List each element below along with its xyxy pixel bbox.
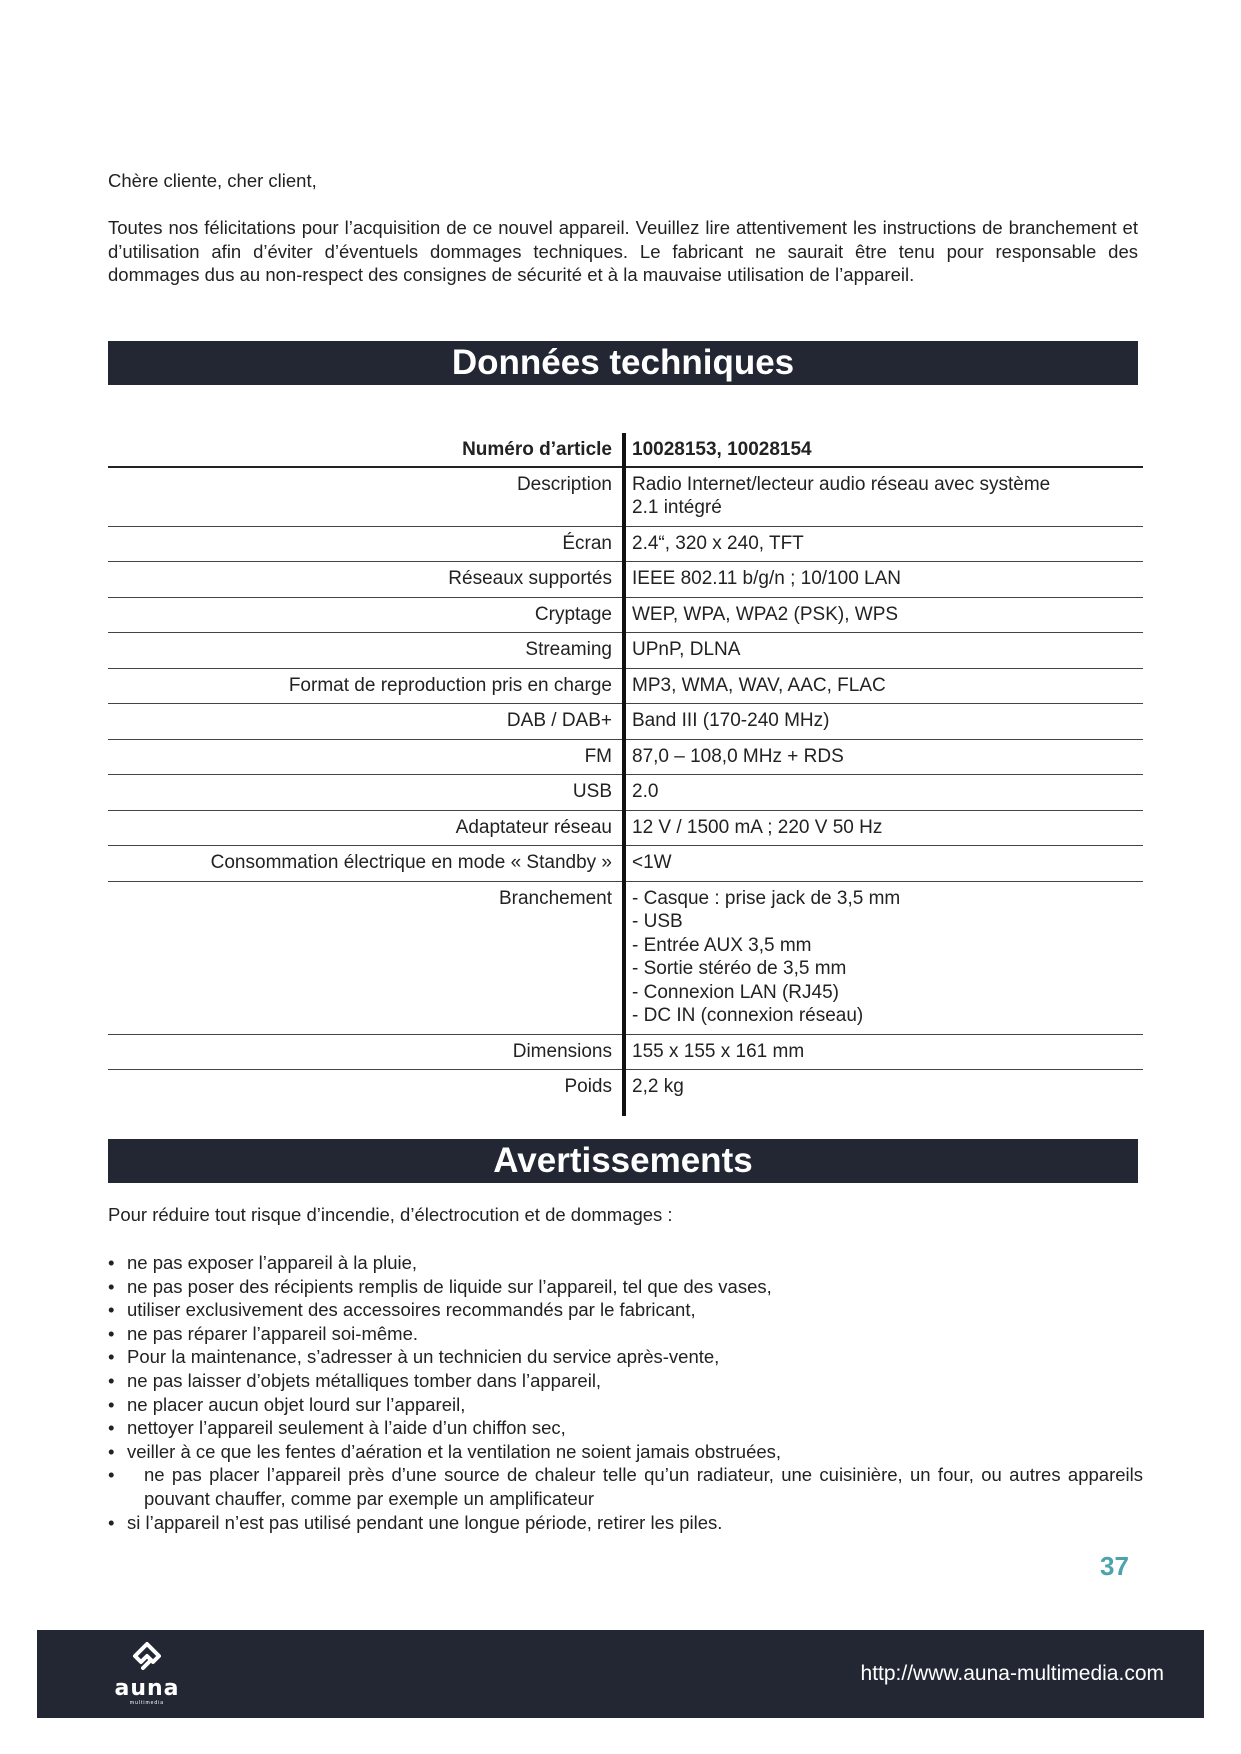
connection-list	[632, 887, 1143, 1028]
website-link[interactable]: http://www.auna-multimedia.com	[860, 1662, 1164, 1685]
warnings-list	[108, 1251, 1143, 1534]
spec-label: Branchement	[498, 887, 612, 909]
spec-value: Band III (170-240 MHz)	[632, 710, 830, 731]
greeting: Chère cliente, cher client,	[108, 170, 317, 191]
warning-item: • ne pas réparer l’appareil soi-même.	[108, 1322, 1143, 1346]
spec-label: USB	[572, 781, 612, 802]
page-number: 37	[1100, 1551, 1129, 1581]
spec-value: IEEE 802.11 b/g/n ; 10/100 LAN	[632, 568, 902, 589]
spec-label: Streaming	[525, 639, 612, 660]
warnings-intro: Pour réduire tout risque d’incendie, d’électrocution et de dommages :	[108, 1204, 673, 1225]
spec-label: FM	[584, 745, 612, 767]
spec-value: 2.0	[632, 781, 659, 802]
connection-item: - DC IN (connexion réseau)	[632, 1004, 1143, 1028]
warning-item: • si l’appareil n’est pas utilisé pendant une longue période, retirer les piles.	[108, 1511, 1143, 1535]
spec-label: Numéro d’article	[462, 439, 612, 460]
spec-value: 87,0 – 108,0 MHz + RDS	[632, 745, 844, 767]
spec-value: Radio Internet/lecteur audio réseau avec système 2.1 intégré	[632, 473, 1051, 518]
warning-item: • utiliser exclusivement des accessoires recommandés par le fabricant,	[108, 1298, 1143, 1322]
auna-logo	[107, 1640, 187, 1710]
spec-label: Écran	[562, 532, 612, 554]
section-title-warnings: Avertissements	[108, 1139, 1138, 1183]
spec-value: 12 V / 1500 mA ; 220 V 50 Hz	[632, 816, 883, 838]
intro-paragraph: Toutes nos félicitations pour l’acquisition de ce nouvel appareil. Veuillez lire attentivement les instructions de branchement et d’utilisation afin d’éviter d’éventuels dommages techniques. Le fabricant ne saurait être tenu pour responsable des dommages dus au non-respect des consignes de sécurité et à la mauvaise utilisation de l’appareil.	[108, 217, 1138, 285]
spec-value: <1W	[632, 852, 672, 873]
logo-mark-icon	[107, 1640, 187, 1676]
spec-label: DAB / DAB+	[506, 710, 612, 731]
logo-text: auna	[114, 1676, 180, 1701]
spec-label: Description	[516, 473, 612, 495]
spec-value: 155 x 155 x 161 mm	[632, 1040, 805, 1062]
warning-item: • ne pas exposer l’appareil à la pluie,	[108, 1251, 1143, 1275]
warning-item: • Pour la maintenance, s’adresser à un technicien du service après-vente,	[108, 1345, 1143, 1369]
spec-label: Format de reproduction pris en charge	[288, 674, 612, 696]
spec-label: Adaptateur réseau	[455, 816, 612, 838]
warning-item: • nettoyer l’appareil seulement à l’aide d’un chiffon sec,	[108, 1416, 1143, 1440]
warning-item: • ne pas poser des récipients remplis de liquide sur l’appareil, tel que des vases,	[108, 1275, 1143, 1299]
connection-item: - Sortie stéréo de 3,5 mm	[632, 957, 1143, 981]
spec-label: Consommation électrique en mode « Standby »	[210, 852, 612, 873]
section-title-technical-data: Données techniques	[108, 341, 1138, 385]
warning-item: • ne pas placer l’appareil près d’une source de chaleur telle qu’un radiateur, une cuisinière, un four, ou autres appareils pouvant chauffer, comme par exemple un amplificateur	[108, 1463, 1143, 1510]
spec-value: MP3, WMA, WAV, AAC, FLAC	[632, 674, 886, 696]
warning-item: • ne placer aucun objet lourd sur l’appareil,	[108, 1393, 1143, 1417]
spec-table	[108, 433, 1143, 1105]
logo-subtext: multimedia	[129, 1700, 165, 1706]
connection-item: - Entrée AUX 3,5 mm	[632, 934, 1143, 958]
footer-bar	[37, 1630, 1204, 1718]
connection-item: - Casque : prise jack de 3,5 mm	[632, 887, 1143, 911]
spec-label: Poids	[564, 1076, 612, 1097]
connection-item: - Connexion LAN (RJ45)	[632, 981, 1143, 1005]
spec-value: UPnP, DLNA	[632, 639, 741, 660]
spec-divider	[622, 433, 626, 1116]
spec-value	[618, 887, 1143, 1028]
spec-value: WEP, WPA, WPA2 (PSK), WPS	[632, 603, 899, 625]
warning-item: • ne pas laisser d’objets métalliques tomber dans l’appareil,	[108, 1369, 1143, 1393]
spec-value: 2.4“, 320 x 240, TFT	[632, 532, 804, 554]
spec-value: 10028153, 10028154	[632, 439, 812, 460]
connection-item: - USB	[632, 910, 1143, 934]
spec-label: Dimensions	[512, 1040, 612, 1062]
spec-value: 2,2 kg	[632, 1076, 684, 1097]
spec-label: Cryptage	[534, 603, 612, 625]
warning-item: • veiller à ce que les fentes d’aération et la ventilation ne soient jamais obstruées,	[108, 1440, 1143, 1464]
spec-label: Réseaux supportés	[448, 568, 612, 589]
